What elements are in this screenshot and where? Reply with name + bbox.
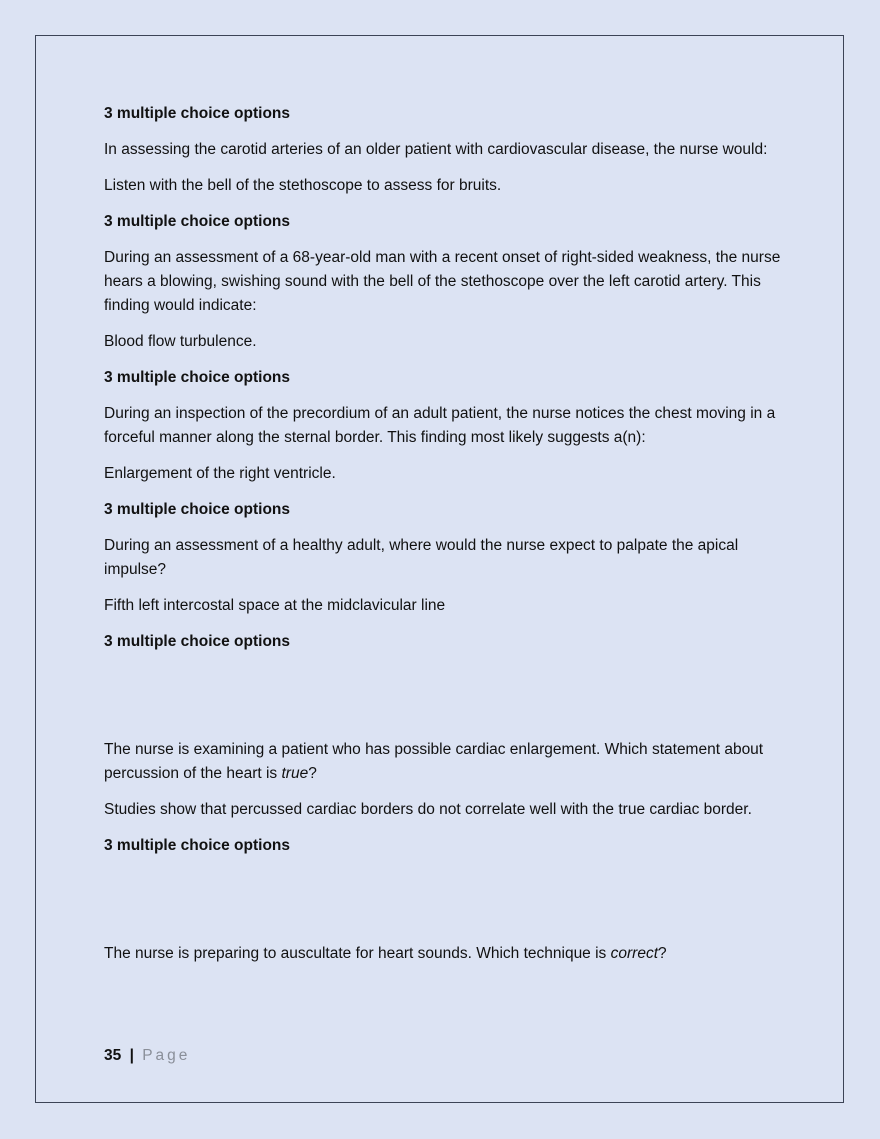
section-heading: 3 multiple choice options: [104, 369, 291, 386]
question-text-end: ?: [658, 945, 667, 962]
answer-text: Studies show that percussed cardiac borders do not correlate well with the true cardiac border.: [104, 801, 752, 818]
question-text: [104, 738, 784, 786]
section-heading: 3 multiple choice options: [104, 633, 291, 650]
section-heading: 3 multiple choice options: [104, 105, 291, 122]
document-body: [104, 102, 784, 978]
page-label: Page: [142, 1047, 191, 1064]
question-emphasis: correct: [610, 945, 658, 962]
section-heading: 3 multiple choice options: [104, 213, 291, 230]
question-text: During an assessment of a healthy adult, where would the nurse expect to palpate the apical impulse?: [104, 537, 739, 578]
answer-text: Fifth left intercostal space at the midclavicular line: [104, 597, 446, 614]
section-heading: 3 multiple choice options: [104, 501, 291, 518]
question-text: During an assessment of a 68-year-old man with a recent onset of right-sided weakness, the nurse hears a blowing, swishing sound with the bell of the stethoscope over the left carotid artery. This finding would indicate:: [104, 249, 781, 314]
answer-text: Enlargement of the right ventricle.: [104, 465, 336, 482]
question-text-main: The nurse is preparing to auscultate for heart sounds. Which technique is: [104, 945, 611, 962]
answer-text: Blood flow turbulence.: [104, 333, 257, 350]
question-text-end: ?: [308, 765, 317, 782]
section-heading: 3 multiple choice options: [104, 837, 291, 854]
question-text-main: The nurse is examining a patient who has possible cardiac enlargement. Which statement about percussion of the heart is: [104, 741, 764, 782]
page-footer: [104, 1044, 190, 1068]
question-text: During an inspection of the precordium of an adult patient, the nurse notices the chest moving in a forceful manner along the sternal border. This finding most likely suggests a(n):: [104, 405, 776, 446]
question-text: [104, 942, 784, 966]
footer-separator: |: [129, 1047, 134, 1064]
question-emphasis: true: [281, 765, 309, 782]
question-text: In assessing the carotid arteries of an older patient with cardiovascular disease, the nurse would:: [104, 141, 768, 158]
answer-text: Listen with the bell of the stethoscope to assess for bruits.: [104, 177, 502, 194]
page-number: 35: [104, 1047, 122, 1064]
